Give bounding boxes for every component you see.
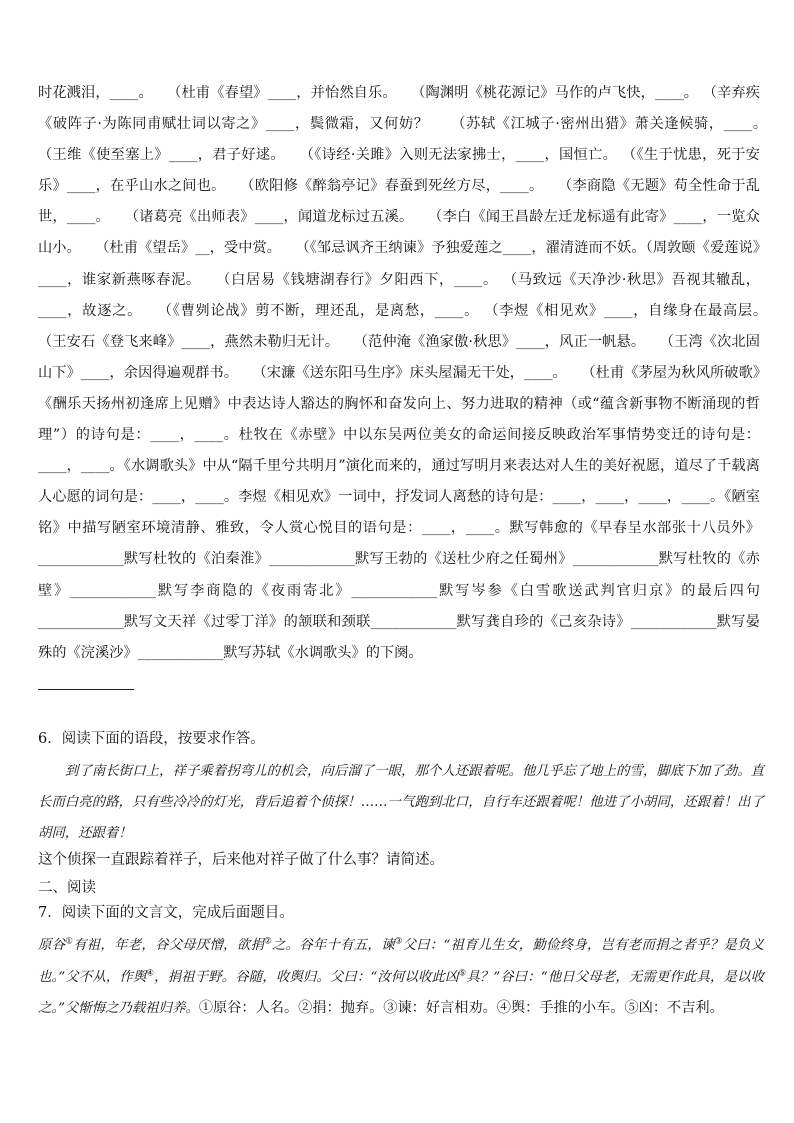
classical-text: 之。谷年十有五，谏: [271, 938, 395, 953]
question-6-heading: 6．阅读下面的语段，按要求作答。: [38, 731, 265, 747]
fill-segment: （李煜《相见欢》____，自缘身在最高层。 （王安石《登飞来峰》____，燕然未勒归无计。 （范仲淹《渔家傲·秋思》____，风正一帆悬。 （王湾《次北固山下》____，余因得遍观群书。 （宋濂《送东阳马生序》床头屋漏无干处，____。 （杜甫《茅屋为秋风所破歌》《酬乐天扬州初逢席上见赠》中表达诗人豁达的胸怀和奋发向上、努力进取的精神（或“蕴含新事物不断涌现的哲理”）的诗句是：____，____。杜牧在《赤壁》中以东吴两位美女的命运间接反映政治军事情势变迁的诗句是：____，____。《水调歌头》中从“隔千里兮共明月”演化而来的，通过写明月来表达对人生的美好祝愿，道尽了千载离人心愿的词句是：____，____。李煜《相见欢》一词中，抒发词人离愁的诗句是：____，____，____，____。《陋室铭》中描写陋室环境清静、雅致，令人赏心悦目的语句是：____，____。默写韩愈的《早春呈水部张十八员外》____________默写杜牧的《泊秦淮》____________默写王勃的《送杜少府之任蜀州》____________默写杜牧的《赤壁》____________默写李商隐的《夜雨寄北》____________默写岑参《白雪歌送武判官归京》的最后四句____________默写文天祥《过零丁洋》的颔联和颈联____________默写龚自珍的《己亥杂诗》____________默写晏殊的《浣溪沙》____________默写苏轼《水调歌头》的下阕。: [38, 302, 789, 661]
question-6-prompt: 这个侦探一直跟踪着祥子，后来他对祥子做了什么事？请简述。: [38, 852, 444, 868]
footnote-marker: ⑤: [458, 968, 467, 979]
footnote-marker: ④: [146, 968, 155, 979]
classical-text: 有祖，年老，谷父母厌憎，欲捐: [73, 938, 265, 953]
classical-text: ，捐祖于野。谷随，收舆归。父曰：“汝何以收此凶: [154, 969, 459, 985]
fill-segment: （辛弃疾《破阵子·为陈同甫赋壮词以寄之》____，鬓微霜，又何妨？ （苏轼《江城子·密州出猎》萧关逢候骑，____。 （王维《使至塞上》____，君子好逑。 （《诗经·关雎》入则无法家拂士，____，国恒亡。: [38, 85, 789, 164]
fill-segment: 时花溅泪，____。 （杜甫《春望》____，并怡然自乐。 （陶渊明《桃花源记》马作的卢飞快，____。: [38, 85, 699, 101]
classical-text: 原谷: [38, 938, 66, 953]
answer-line: [38, 689, 134, 690]
section-heading-reading: 二、阅读: [38, 880, 96, 896]
question-7-heading: 7．阅读下面的文言文，完成后面题目。: [38, 905, 294, 921]
fill-segment: （马致远《天净沙·秋思》吾视其辙乱，____，故逐之。 （《曹刿论战》剪不断，理还乱，是离愁，____。: [38, 271, 760, 319]
footnote-marker: ①: [65, 936, 74, 947]
footnote-marker: ②: [264, 936, 272, 947]
fill-segment: （《生于忧患，死于安乐》____，在乎山水之间也。 （欧阳修《醉翁亭记》春蚕到死丝方尽，____。 （李商隐《无题》苟全性命于乱世，____。 （诸葛亮《出师表》____，闻道龙标过五溪。 （李白《闻王昌龄左迁龙标遥有此寄》____，一览众山小。 （杜甫《望岳》__，受中赏。 （《邹忌讽齐王纳谏》予独爱莲之____，濯清涟而不妖。（周敦颐《爱莲说》____，谁家新燕啄春泥。 （白居易《钱塘湖春行》夕阳西下，____。: [38, 147, 760, 288]
footnote-marker: ③: [394, 936, 403, 947]
classical-text: 父曰：“祖育儿生女，勤俭终身，岂有老而捐之者乎？是负义也。”父不从，作舆: [38, 938, 765, 985]
question-6-passage: 到了南长街口上，祥子乘着拐弯儿的机会，向后溜了一眼，那个人还跟着呢。他几乎忘了地上的雪，脚底下加了劲。直长而白亮的路，只有些冷冷的灯光，背后追着个侦探！……一气跑到北口，自行车还跟着呢！他进了小胡同，还跟着！出了胡同，还跟着！: [38, 764, 764, 841]
fill-in-blanks-section: [38, 78, 789, 690]
question-7-passage: [38, 930, 764, 1025]
footnotes: ①原谷：人名。②捐：抛弃。③谏：好言相劝。④舆：手推的小车。⑤凶：不吉利。: [198, 1000, 724, 1016]
classical-text: 具？”谷曰：“他日父母老，无需更作此具，是以收之。”父惭悔之乃载祖归养。: [38, 969, 764, 1016]
